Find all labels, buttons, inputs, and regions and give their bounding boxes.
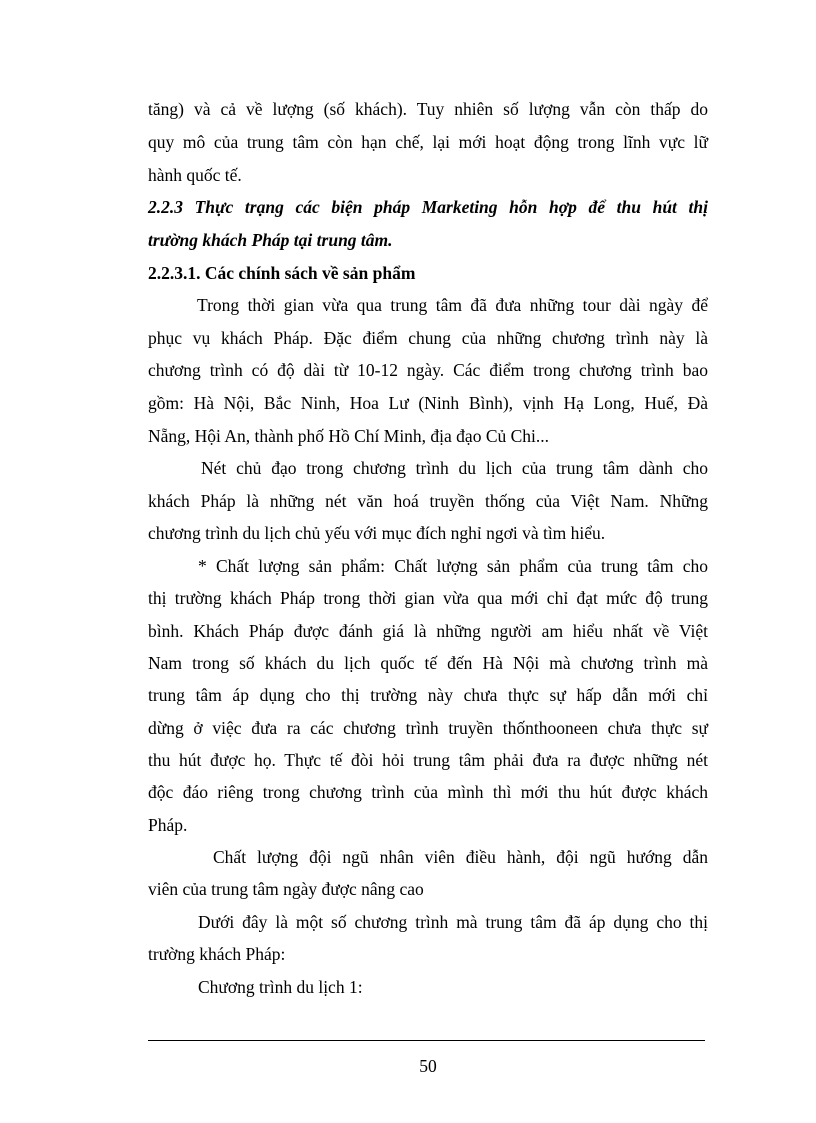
text-line: chương trình có độ dài từ 10-12 ngày. Các điểm trong chương trình bao [148,360,708,380]
text-line: Pháp. [148,815,188,835]
section-heading: trường khách Pháp tại trung tâm. [148,230,393,250]
text-line: trung tâm áp dụng cho thị trường này chưa thực sự hấp dẫn mới chỉ [148,685,708,705]
text-line: tăng) và cả về lượng (số khách). Tuy nhiên số lượng vẫn còn thấp do [148,99,708,119]
text-line: gồm: Hà Nội, Bắc Ninh, Hoa Lư (Ninh Bình), vịnh Hạ Long, Huế, Đà [148,393,708,413]
footer-divider [148,1040,705,1041]
page-number: 50 [419,1056,437,1076]
text-line: Dưới đây là một số chương trình mà trung tâm đã áp dụng cho thị [198,912,708,932]
subsection-heading: 2.2.3.1. Các chính sách về sản phẩm [148,263,416,283]
text-line: hành quốc tế. [148,165,242,185]
text-line: bình. Khách Pháp được đánh giá là những người am hiểu nhất về Việt [148,621,708,641]
text-line: trường khách Pháp: [148,944,286,964]
text-line: Nẵng, Hội An, thành phố Hồ Chí Minh, địa đạo Củ Chi... [148,426,550,446]
text-line: Nam trong số khách du lịch quốc tế đến Hà Nội mà chương trình mà [148,653,708,673]
text-line: thu hút được họ. Thực tế đòi hỏi trung tâm phải đưa ra được những nét [148,750,708,770]
text-line: chương trình du lịch chủ yếu với mục đích nghỉ ngơi và tìm hiểu. [148,523,606,543]
text-line: thị trường khách Pháp trong thời gian vừa qua mới chỉ đạt mức độ trung [148,588,708,608]
section-heading: 2.2.3 Thực trạng các biện pháp Marketing hỗn hợp để thu hút thị [148,197,708,217]
text-line: * Chất lượng sản phẩm: Chất lượng sản phẩm của trung tâm cho [198,556,708,576]
text-line: phục vụ khách Pháp. Đặc điểm chung của những chương trình này là [148,328,708,348]
text-line: dừng ở việc đưa ra các chương trình truyền thốnthooneen chưa thực sự [148,718,708,738]
text-line: độc đáo riêng trong chương trình của mình thì mới thu hút được khách [148,782,708,802]
text-line: quy mô của trung tâm còn hạn chế, lại mới hoạt động trong lĩnh vực lữ [148,132,708,152]
text-line: Nét chủ đạo trong chương trình du lịch của trung tâm dành cho [201,458,708,478]
text-line: khách Pháp là những nét văn hoá truyền thống của Việt Nam. Những [148,491,708,511]
text-line: Chất lượng đội ngũ nhân viên điều hành, đội ngũ hướng dẫn [213,847,708,867]
text-line: Trong thời gian vừa qua trung tâm đã đưa những tour dài ngày để [197,295,708,315]
text-line: viên của trung tâm ngày được nâng cao [148,879,424,899]
text-line: Chương trình du lịch 1: [198,977,363,997]
